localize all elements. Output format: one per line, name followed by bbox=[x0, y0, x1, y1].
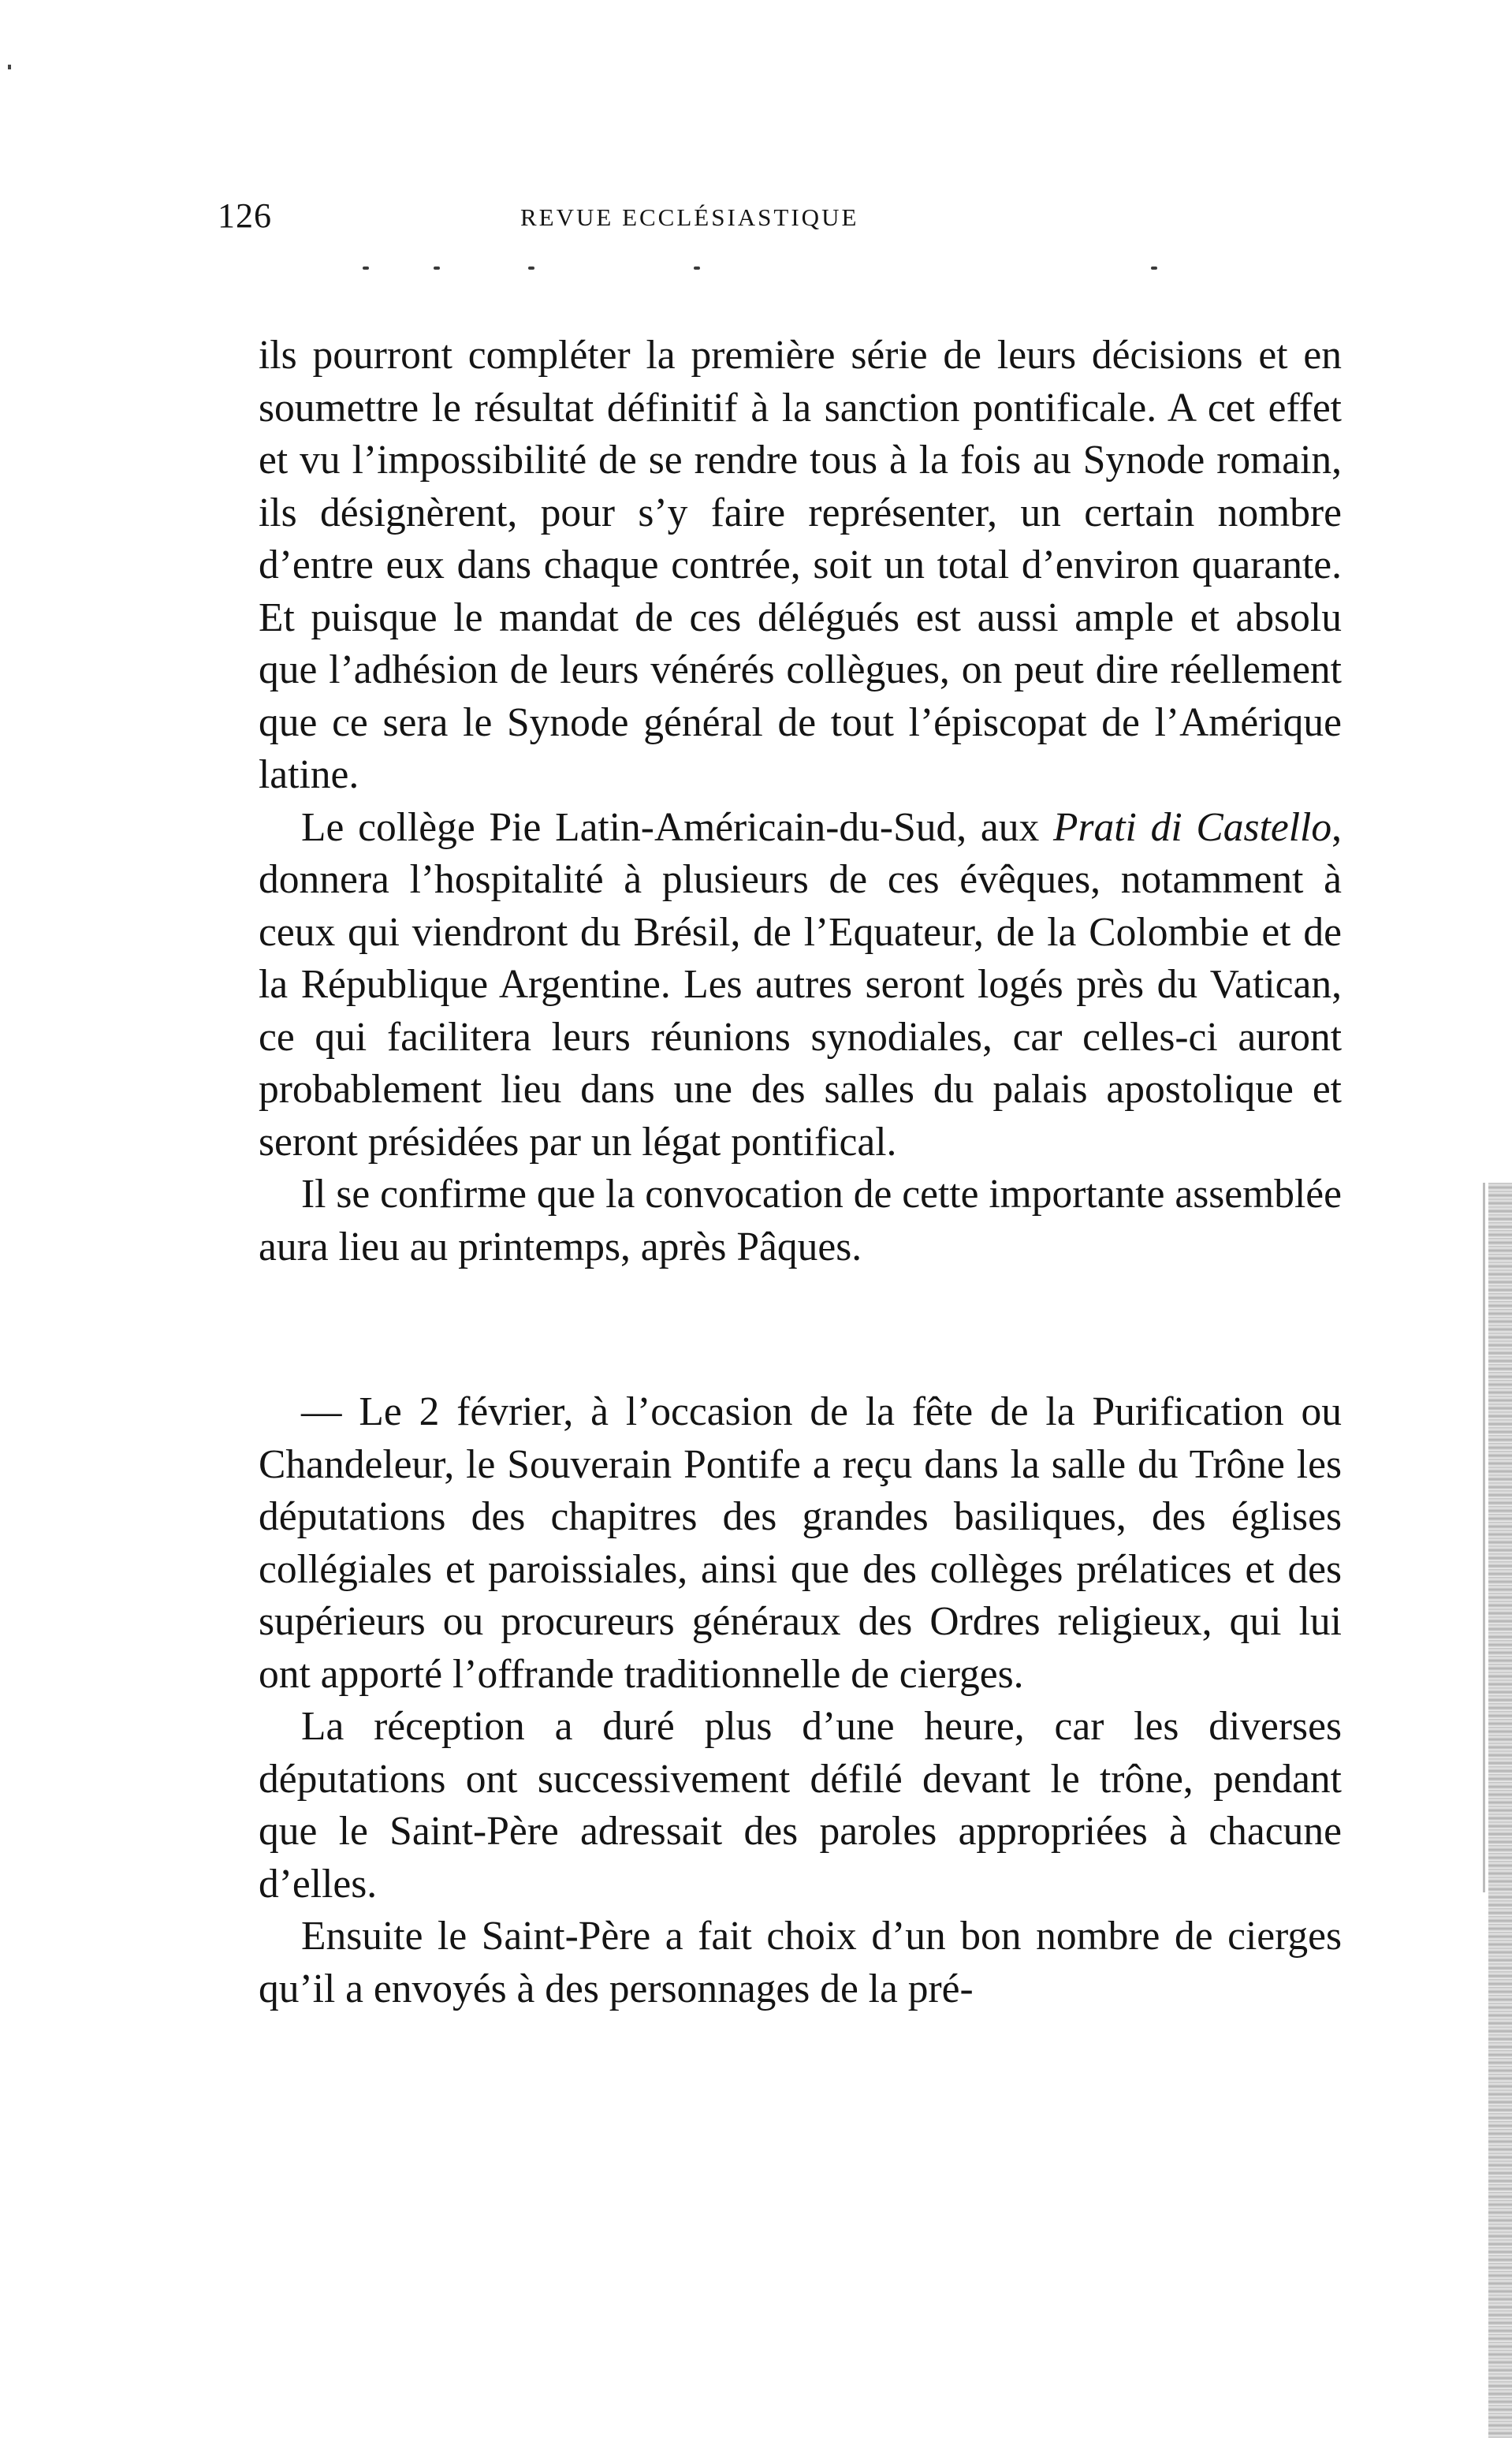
page-number: 126 bbox=[218, 196, 272, 235]
running-head: REVUE ECCLÉSIASTIQUE bbox=[520, 203, 859, 231]
paragraph-text: Le collège Pie Latin-Américain-du-Sud, aux bbox=[301, 804, 1053, 850]
paragraph: Ensuite le Saint-Père a fait choix d’un bon nombre de cierges qu’il a envoyés à des personnages de la pré- bbox=[259, 1914, 1342, 2011]
page-edge-line bbox=[1483, 1183, 1485, 1892]
article-text-lower bbox=[259, 1386, 1342, 2015]
paragraph-text: , donnera l’hospitalité à plusieurs de ces évêques, notamment à ceux qui viendront du Brésil, de l’Equateur, de la Colombie et de la République Argentine. Les autres seront logés près du Vatican, ce qui facilitera leurs réunions synodiales, car celles-ci auront probablement lieu dans une des salles du palais apostolique et seront présidées par un légat pontifical. bbox=[259, 804, 1342, 1165]
paragraph: Il se confirme que la convocation de cette importante assemblée aura lieu au printemps, après Pâques. bbox=[259, 1172, 1342, 1269]
binding-edge bbox=[1488, 1183, 1512, 2438]
paragraph: La réception a duré plus d’une heure, car les diverses députations ont successivement défilé devant le trône, pendant que le Saint-Père adressait des paroles appropriées à chacune d’elles. bbox=[259, 1704, 1342, 1907]
ornament-dots bbox=[363, 267, 1151, 274]
paragraph bbox=[259, 802, 1342, 1169]
paragraph: — Le 2 février, à l’occasion de la fête de la Purification ou Chandeleur, le Souverain Pontife a reçu dans la salle du Trône les députations des chapitres des grandes basiliques, des églises collégiales et paroissiales, ainsi que des collèges prélatices et des supérieurs ou procureurs généraux des Ordres religieux, qui lui ont apporté l’offrande traditionnelle de cierges. bbox=[259, 1389, 1342, 1697]
italic-place-name: Prati di Castello bbox=[1052, 804, 1332, 850]
scan-artifact-mark bbox=[8, 65, 11, 69]
article-text-upper bbox=[259, 330, 1342, 1273]
paragraph: ils pourront compléter la première série de leurs décisions et en soumettre le résultat définitif à la sanction pontificale. A cet effet et vu l’impossibilité de se rendre tous à la fois au Synode romain, ils désignèrent, pour s’y faire représenter, un certain nombre d’entre eux dans chaque contrée, soit un total d’environ quarante. Et puisque le mandat de ces délégués est aussi ample et absolu que l’adhésion de leurs vénérés collègues, on peut dire réellement que ce sera le Synode général de tout l’épiscopat de l’Amérique latine. bbox=[259, 333, 1342, 797]
